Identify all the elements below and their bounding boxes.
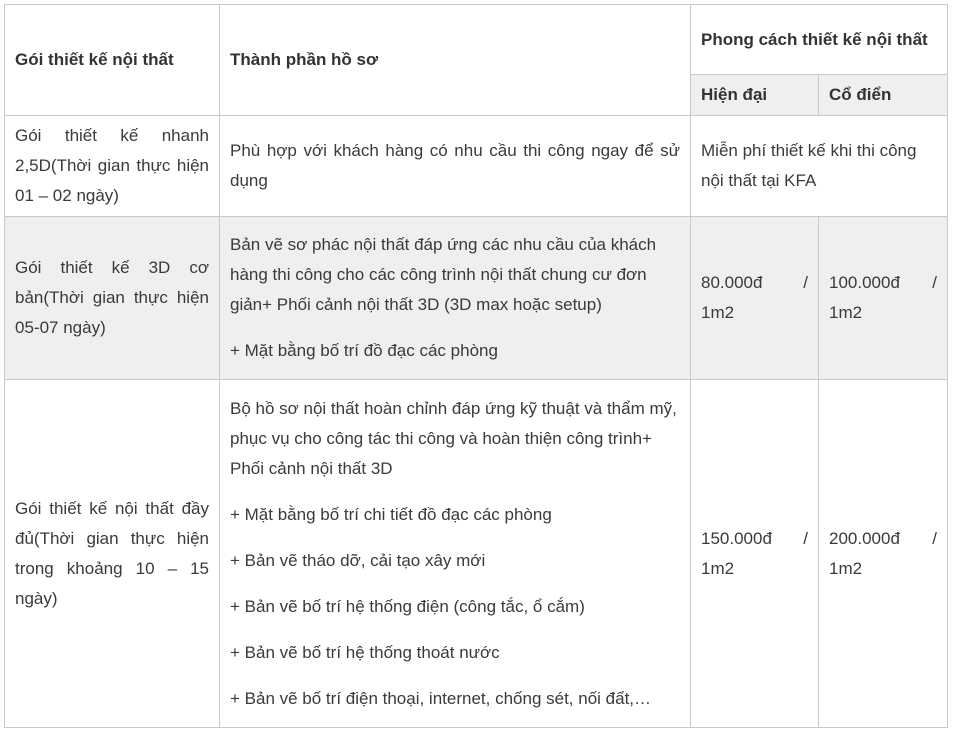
component-line: + Bản vẽ bố trí hệ thống điện (công tắc, ổ cắm) bbox=[230, 596, 585, 616]
row-3-modern-price: 150.000đ / 1m2 bbox=[691, 380, 819, 728]
row-1-components bbox=[220, 116, 691, 217]
table-row bbox=[5, 116, 948, 217]
row-2-components bbox=[220, 217, 691, 380]
header-components: Thành phần hồ sơ bbox=[220, 5, 691, 116]
row-1-style: Miễn phí thiết kế khi thi công nội thất tại KFA bbox=[691, 116, 948, 217]
component-line: Phù hợp với khách hàng có nhu cầu thi công ngay để sử dụng bbox=[230, 141, 680, 190]
header-row bbox=[5, 5, 948, 75]
component-line: + Bản vẽ tháo dỡ, cải tạo xây mới bbox=[230, 550, 486, 570]
component-line: + Bản vẽ bố trí hệ thống thoát nước bbox=[230, 642, 500, 662]
header-package: Gói thiết kế nội thất bbox=[5, 5, 220, 116]
component-line: + Bản vẽ bố trí điện thoại, internet, chống sét, nối đất,… bbox=[230, 688, 652, 708]
component-line: + Mặt bằng bố trí chi tiết đồ đạc các phòng bbox=[230, 504, 552, 524]
component-line: + Mặt bằng bố trí đồ đạc các phòng bbox=[230, 341, 498, 360]
row-3-classic-price: 200.000đ / 1m2 bbox=[819, 380, 948, 728]
component-line: Bản vẽ sơ phác nội thất đáp ứng các nhu cầu của khách hàng thi công cho các công trình nội thất chung cư đơn giản+ Phối cảnh nội thất 3D (3D max hoặc setup) bbox=[230, 235, 657, 314]
header-modern: Hiện đại bbox=[691, 75, 819, 116]
row-2-package: Gói thiết kế 3D cơ bản(Thời gian thực hiện 05-07 ngày) bbox=[5, 217, 220, 380]
component-line: Bộ hồ sơ nội thất hoàn chỉnh đáp ứng kỹ thuật và thẩm mỹ, phục vụ cho công tác thi công và hoàn thiện công trình+ Phối cảnh nội thất 3D bbox=[230, 398, 677, 478]
header-style: Phong cách thiết kế nội thất bbox=[691, 5, 948, 75]
table-row bbox=[5, 380, 948, 728]
header-classic: Cổ điển bbox=[819, 75, 948, 116]
row-2-modern-price: 80.000đ / 1m2 bbox=[691, 217, 819, 380]
row-2-classic-price: 100.000đ / 1m2 bbox=[819, 217, 948, 380]
pricing-table bbox=[4, 4, 948, 728]
table-row bbox=[5, 217, 948, 380]
row-1-package: Gói thiết kế nhanh 2,5D(Thời gian thực hiện 01 – 02 ngày) bbox=[5, 116, 220, 217]
row-3-package: Gói thiết kế nội thất đầy đủ(Thời gian thực hiện trong khoảng 10 – 15 ngày) bbox=[5, 380, 220, 728]
row-3-components bbox=[220, 380, 691, 728]
